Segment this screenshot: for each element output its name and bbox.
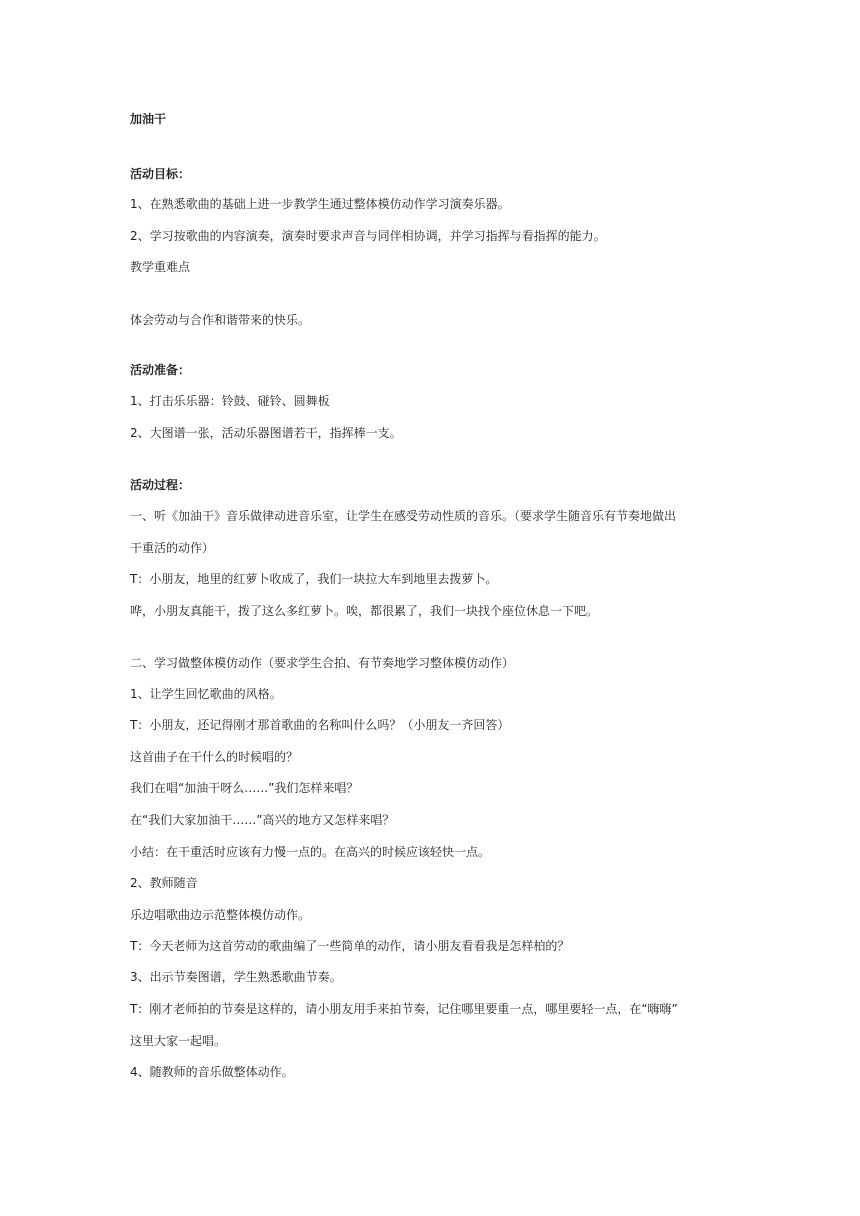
step1-line-2: 干重活的动作）: [130, 541, 215, 555]
step2-heading: 二、学习做整体模仿动作（要求学生合拍、有节奏地学习整体模仿动作）: [130, 656, 515, 670]
step2-item-2: 2、教师随音: [130, 876, 198, 890]
document-title: 加油干: [130, 112, 167, 126]
prep-heading: 活动准备：: [130, 363, 191, 377]
step2-teacher-question: T：小朋友，还记得刚才那首歌曲的名称叫什么吗？（小朋友一齐回答）: [130, 718, 510, 732]
key-points-label: 教学重难点: [130, 260, 191, 274]
step1-line-1: 一、听《加油干》音乐做律动进音乐室，让学生在感受劳动性质的音乐。（要求学生随音乐有节奏地做出: [130, 509, 677, 523]
goal-item-1: 1、在熟悉歌曲的基础上进一步教学生通过整体模仿动作学习演奏乐器。: [130, 197, 510, 211]
step2-teacher-rhythm-line-2: 这里大家一起唱。: [130, 1034, 227, 1048]
step2-summary: 小结：在干重活时应该有力慢一点的。在高兴的时候应该轻快一点。: [130, 845, 491, 859]
prep-item-2: 2、大图谱一张，活动乐器图谱若干，指挥棒一支。: [130, 426, 402, 440]
step2-teacher-rhythm-line-1: T：刚才老师拍的节奏是这样的，请小朋友用手来拍节奏，记住哪里要重一点，哪里要轻一点，在“嗨嗨”: [130, 1002, 678, 1016]
prep-item-1: 1、打击乐乐器：铃鼓、碰铃、圆舞板: [130, 394, 330, 408]
step2-question-2: 我们在唱“加油干呀么……”我们怎样来唱？: [130, 781, 359, 795]
step2-item-3: 3、出示节奏图谱，学生熟悉歌曲节奏。: [130, 970, 342, 984]
key-points-text: 体会劳动与合作和谐带来的快乐。: [130, 313, 311, 327]
step1-after-line: 哗，小朋友真能干，拨了这么多红萝卜。唉，都很累了，我们一块找个座位休息一下吧。: [130, 604, 599, 618]
step2-item-4: 4、随教师的音乐做整体动作。: [130, 1065, 294, 1079]
step2-question-3: 在“我们大家加油干……”高兴的地方又怎样来唱？: [130, 813, 395, 827]
goal-item-2: 2、学习按歌曲的内容演奏，演奏时要求声音与同伴相协调，并学习指挥与看指挥的能力。: [130, 229, 606, 243]
step2-item-1: 1、让学生回忆歌曲的风格。: [130, 687, 282, 701]
step2-teacher-demo: T：今天老师为这首劳动的歌曲编了一些简单的动作，请小朋友看看我是怎样柏的？: [130, 939, 570, 953]
step1-teacher-line: T：小朋友，地里的红萝卜收成了，我们一块拉大车到地里去拨萝卜。: [130, 572, 498, 586]
goals-heading: 活动目标：: [130, 167, 191, 181]
step2-item-2-continued: 乐边唱歌曲边示范整体模仿动作。: [130, 908, 311, 922]
step2-question-1: 这首曲子在干什么的时候唱的？: [130, 750, 299, 764]
process-heading: 活动过程：: [130, 478, 191, 492]
